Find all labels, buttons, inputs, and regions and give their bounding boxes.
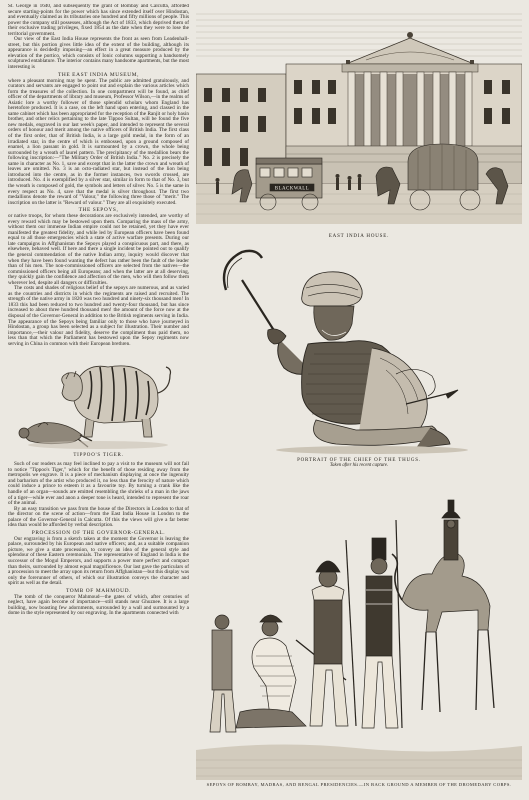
east-india-house-illustration — [196, 4, 522, 242]
paragraph-east-india-house: Our view of the East India House represents the front as seen from Leadenhall-street, but this portion gives little idea of the extent of the building, although its appearance is decidedly imposing—an effect in a great measure produced by the elevation of the portico, which consists of Ionic columns supporting a handsomely sculptured entablature. The interior contains many handsome apartments, but the most interesting is — [8, 36, 189, 71]
caption-thug-chief: PORTRAIT OF THE CHIEF OF THE THUGS. — [297, 458, 421, 463]
tiger-engraving — [8, 349, 189, 453]
caption-sepoys: SEPOYS OF BOMBAY, MADRAS, AND BENGAL PRESIDENCIES.—IN BACK GROUND A MEMBER OF THE DROMEDARY CORPS. — [206, 782, 512, 787]
caption-thug-chief-subtitle: Taken after his recent capture. — [329, 463, 389, 468]
heading-museum: THE EAST INDIA MUSEUM, — [57, 71, 140, 78]
paragraph-transition: By an easy transition we pass from the house of the Directors in London to that of the director on the scene of action—from the East India House in London to the palace of the Governor-General in Calcutta. Of this the views will give a far better idea than would be afforded by verbal description. — [8, 505, 189, 529]
caption-tippoo-tiger: TIPPOO'S TIGER. — [73, 453, 124, 459]
paragraph-sepoys: or native troops, for whom these decorations are exclusively intended, are worthy of every reward which may be bestowed upon them. Comparing the mass of the army, without them our immense Indian empire could not be retained, yet they have ever manifested the greatest fidelity, and while led by European officers have been found equal to all those emergencies which a state of active warfare presents. During our late campaigns in Affghanistan the Sepoys played a conspicuous part, and there, as elsewhere, behaved well. If here and there a single incident be pointed out to qualify the general commendation of the native Indian army, inquiry would discover that when they have been found wanting the defect has rather been the fault of the leader than of his men. The non-commissioned officers are selected from the natives—the commissioned officers being all Europeans; and when the latter are at all deserving, they quickly gain the confidence and affection of the men, who will then follow them wherever led, despite all dangers or difficulties. — [8, 213, 189, 286]
right-illustration-column — [196, 4, 522, 796]
heading-sepoys: THE SEPOYS, — [78, 207, 119, 214]
heading-tomb: TOMB OF MAHMOUD. — [65, 587, 132, 594]
sepoys-illustration — [196, 480, 522, 796]
left-text-column — [8, 4, 189, 796]
paragraph-museum: where a pleasant morning may be spent. The public are admitted gratuitously, and curators and servants are engaged to point out and explain the various articles which form the treasures of the collection. In one compartment will be found, as chief officer of the departments of library and museum, Professor Wilson,—in the realms of Asiatic lore a worthy follower of those splendid scholars whom England has heretofore produced. It is a case, on the left hand upon entering, and classed in the same cabinet which has been appropriated for the reception of the Ranjit or holy basin brother, and other relics pertaining to the late Tippoo Sultan, will be found the five new medals, engraved in our last week's paper, and intended to represent the several orders of honour and merit among the native officers of British India. The first class of the first order, that of British India, is a large gold medal, in the form of an irradiated star, in the centre of which is embossed, upon a ground composed of enamel, a lion passant in gold. It is surmounted by a crown, the whole being surrounded by a wreath of laurel pattern. The precipitancy of the medallion bears the following inscription:—"The Military Order of British India." No. 2 is precisely the same in character as No. 1, save and except that in the latter the crown and wreath of leaves are omitted. No. 3 is an octo-radiated star, but instead of the lion being introduced into the centre, as in the former instances, two swords crossed, are introduced. No. 4 is exemplified by a silver star, similar in form to that of No. 3, but the wreath is composed of gold, the symbols and letters of silver. No. 5 is the same in every respect as No. 4, save that the medal is silver throughout. The first two medallions denote the reward of "Valour," the following three those of "merit." The inscription on the latter is "Reward of valour." They are all exquisitely executed. — [8, 77, 189, 206]
paragraph-tiger: Such of our readers as may feel inclined to pay a visit to the museum will not fail to notice "Tippoo's Tiger," which for the benefit of those residing away from the metropolis we engrave. It is a piece of mechanism displaying at once the ingenuity and barbarism of the artist who produced it, no less than the ferocity of nature which could induce a prince to esteem it as a favourite toy. By turning a crank like the handle of an organ—sounds are emitted resembling the shrieks of a man in the jaws of a tiger—while ever and anon a deeper tone is heard, intended to represent the roar of the animal. — [8, 461, 189, 507]
tippoo-tiger-illustration — [8, 349, 189, 461]
paragraph-company-history: St. George in 1640, and subsequently the grant of Bombay and Calcutta, afforded secure starting-points for the power which has since extended itself over Hindostan, and eventually claimed as its tributaries one hundred and fifty millions of people. This power the company still possesses, although the Act of 1833, which deprived them of their exclusive trading privileges, fixed 1854 as the date when they were to lose the territorial government. — [8, 4, 189, 37]
paragraph-sepoy-numbers: The costs and shades of religious belief of the sepoys are numerous, and as varied as the countries and districts in which the regiments are raised and recruited. The strength of the native army in 1820 was two hundred and ninety-six thousand men! In 1833 this had been reduced to two hundred and twenty-four thousand, but has since increased to about three hundred thousand men! the amount of the force now at the disposal of the Governor-General in addition to the British regiments serving in India. The appearance of the Sepoys being familiar only to those who have journeyed in Hindostan, a group has been selected as a subject for illustration. Their number and importance,—their valour and fidelity, deserve the compliment thus paid them, no less than that which the Parliament has bestowed upon the Sepoy regiments now serving in China in common with their European brethren. — [8, 285, 189, 347]
heading-procession: PROCESSION OF THE GOVERNOR-GENERAL. — [31, 529, 166, 536]
thug-chief-illustration — [196, 244, 522, 476]
omnibus-sign: BLACKWALL — [274, 186, 310, 192]
sepoys-engraving — [196, 480, 522, 780]
paragraph-tomb: The tomb of the conqueror Mahmoud—the gates of which, after centuries of neglect, have again become of importance—still stands near Ghuznee. It is a large building, now boasting few adornments, surrounded by a wall and surmounted by a dome in the style represented by our engraving. In the apartments connected with — [8, 593, 189, 617]
thug-chief-engraving — [196, 244, 522, 456]
east-india-house-engraving — [196, 4, 522, 232]
paragraph-procession: Our engraving is from a sketch taken at the moment the Governor is leaving the palace, surrounded by his European and native officers; and, as a suitable companion picture, we give a state procession, to convey an idea of the general style and splendour of these Eastern ceremonials. The representative of England in India is the successor of the Mogul Emperors, and supports a power more perfect and compact than theirs, surrounded by almost equal magnificence. Our last gave the particulars of a procession to meet the array upon its return from Affghanistan—but this display was only the forerunner of others, of which our illustration conveys the character and spirit as well as the detail. — [8, 535, 189, 587]
caption-east-india-house: EAST INDIA HOUSE. — [328, 234, 390, 239]
